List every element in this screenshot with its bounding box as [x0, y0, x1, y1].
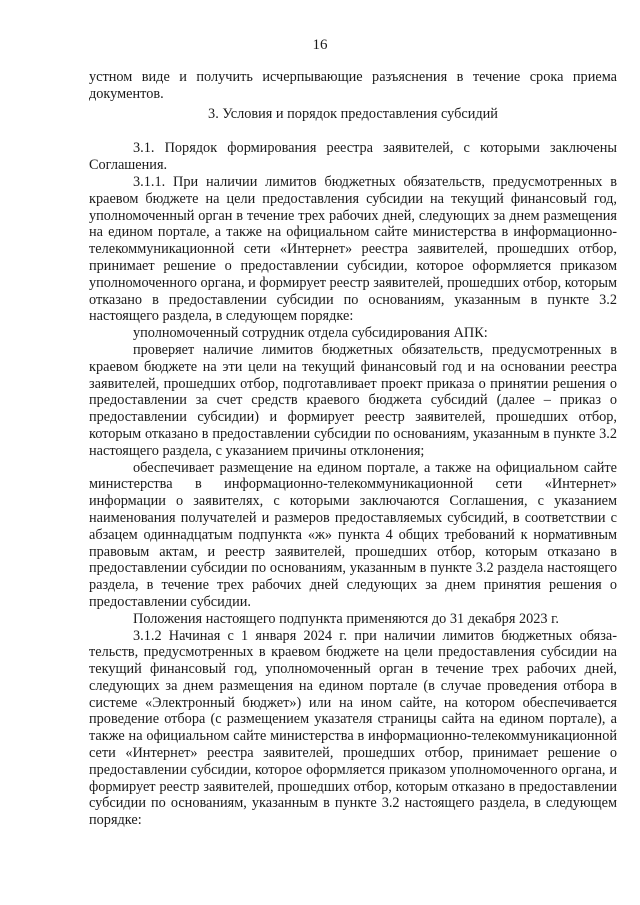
- paragraph-ensures-publication: обеспечивает размещение на едином портале, а также на официальном сайте министерства в информационно-телекоммуникационной сети «Интернет» информации о заявителях, с которыми заключаются Соглашения, с указанием наименования получателей и размеров предоставляемых субсидий, в соответствии с абзацем одиннадцатым подпункта «ж» пункта 4 общих требований к нормативным правовым актам, и реестр заявителей, прошедших отбор, которым отказано в предоставлении субсидии по основаниям, указанным в пункте 3.2 раздела настоящего раздела, в течение трех рабочих дней следующих за днем принятия решения о предоставлении субсидии.: [89, 459, 617, 610]
- paragraph-3-1-1: 3.1.1. При наличии лимитов бюджетных обязательств, предусмотренных в краевом бюджете на цели предоставления субсидии на текущий финансовый год, уполномоченный орган в течение трех рабочих дней, следующих за днем размещения на едином портале, а также на официальном сайте министерства в информационно-телекоммуникационной сети «Интернет» реестра заявителей, прошедших отбор, принимает решение о предоставлении субсидии, которое оформляется приказом уполномоченного органа, и формирует реестр заявителей, прошедших отбор, которым отказано в предоставлении субсидии по основаниям, указанным в пункте 3.2 настоящего раздела, в следующем порядке:: [89, 173, 617, 325]
- section-heading: 3. Условия и порядок предоставления субсидий: [208, 105, 498, 122]
- document-body: [89, 69, 617, 829]
- paragraph-3-1: 3.1. Порядок формирования реестра заявителей, с которыми заключены Соглашения.: [89, 140, 617, 174]
- paragraph-3-1-2: 3.1.2 Начиная с 1 января 2024 г. при наличии лимитов бюджетных обязательств, предусмотренных в краевом бюджете на цели предоставления субсидии на текущий финансовый год, уполномоченный орган в течение трех рабочих дней, следующих за днем размещения на едином портале (в случае проведения отбора в системе «Электронный бюджет») или на ином сайте, на котором обеспечивается проведение отбора (с размещением указателя страницы сайта на едином портале), а также на официальном сайте министерства в информационно-телекоммуникационной сети «Интернет» реестра заявителей, прошедших отбор, принимает решение о предоставлении субсидии, которое оформляется приказом уполномоченного органа, и формирует реестр заявителей, прошедших отбор, которым отказано в предоставлении субсидии по основаниям, указанным в пункте 3.2 настоящего раздела, в следующем порядке:: [89, 627, 617, 829]
- paragraph-responsible-employee: уполномоченный сотрудник отдела субсидирования АПК:: [133, 325, 488, 342]
- paragraph-applicability: Положения настоящего подпункта применяются до 31 декабря 2023 г.: [133, 610, 559, 627]
- page-number: 16: [312, 37, 328, 53]
- paragraph-continuation: устном виде и получить исчерпывающие разъяснения в течение срока приема документов.: [89, 69, 617, 102]
- paragraph-checks-limits: проверяет наличие лимитов бюджетных обязательств, предусмотренных в краевом бюджете на эти цели на текущий финансовый год и на основании реестра заявителей, прошедших отбор, подготавливает проект приказа о принятии решения о предоставлении за счет средств краевого бюджета субсидий (далее – приказ о предоставлении субсидии) и формирует реестр заявителей, прошедших отбор, которым отказано в предоставлении субсидии по основаниям, указанным в пункте 3.2 настоящего раздела, с указанием причины отклонения;: [89, 341, 617, 459]
